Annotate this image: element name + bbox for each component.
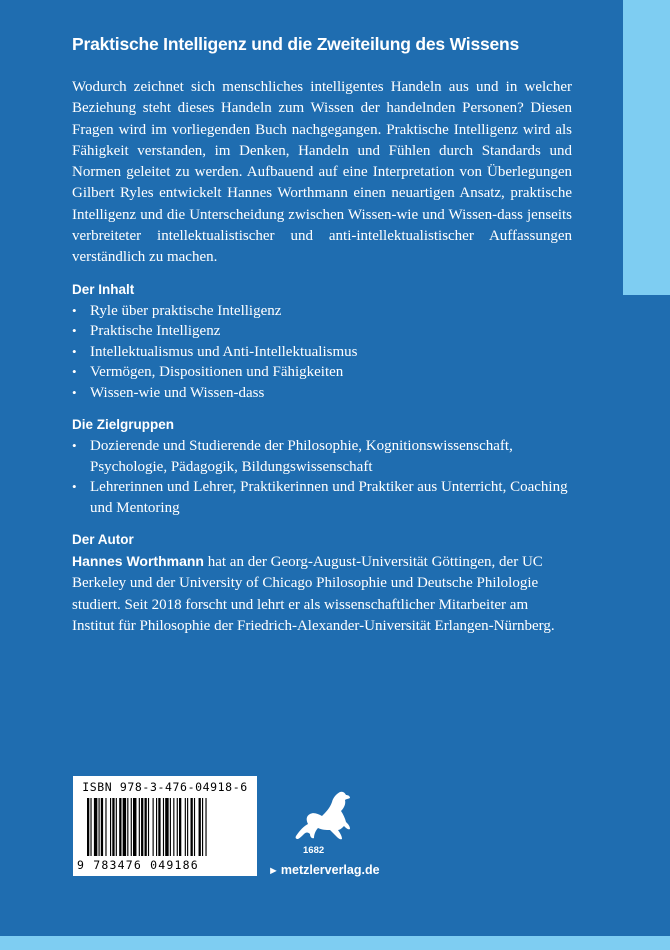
bullet-icon: • bbox=[72, 343, 77, 359]
list-item-text: Ryle über praktische Intelligenz bbox=[90, 302, 282, 319]
barcode-bar bbox=[179, 798, 181, 856]
barcode-bar bbox=[133, 798, 136, 856]
list-item bbox=[72, 321, 572, 342]
barcode-bar bbox=[145, 798, 147, 856]
list-item bbox=[72, 301, 572, 322]
barcode-bar bbox=[185, 798, 186, 856]
barcode-bar bbox=[105, 798, 106, 856]
accent-bar-right bbox=[623, 0, 670, 295]
barcode-bar bbox=[141, 798, 143, 856]
intro-paragraph: Wodurch zeichnet sich menschliches intelligentes Handeln aus und in welcher Beziehung steht dieses Handeln zum Wissen der handelnden Personen? Diesen Fragen wird im vorliegenden Buch nachgegangen. Praktische Intelligenz wird als Fähigkeit verstanden, im Denken, Handeln und Fühlen durch Standards und Normen geleitet zu werden. Aufbauend auf eine Interpretation von Überlegungen Gilbert Ryles entwickelt Hannes Worthmann einen neuartigen Ansatz, praktische Intelligenz und die Unterscheidung zwischen Wissen-wie und Wissen-dass jenseits verbreiteter intellektualistischer und anti-intellektualistischer Auffassungen verständlich zu machen. bbox=[72, 79, 572, 266]
author-name: Hannes Worthmann bbox=[72, 553, 204, 570]
list-item bbox=[72, 342, 572, 363]
audience-heading: Die Zielgruppen bbox=[72, 417, 175, 433]
barcode-bar bbox=[191, 798, 193, 856]
list-item-text: Vermögen, Dispositionen und Fähigkeiten bbox=[90, 364, 344, 381]
barcode-bar bbox=[148, 798, 149, 856]
barcode-bar bbox=[163, 798, 164, 856]
barcode-bar bbox=[173, 798, 174, 856]
barcode-bar bbox=[101, 798, 103, 856]
list-item bbox=[72, 436, 572, 477]
author-heading: Der Autor bbox=[72, 532, 134, 548]
list-item-text: Praktische Intelligenz bbox=[90, 323, 221, 340]
barcode-bar bbox=[177, 798, 178, 856]
barcode-bar bbox=[99, 798, 100, 856]
barcode-bar bbox=[116, 798, 117, 856]
list-item bbox=[72, 477, 572, 518]
barcode-bar bbox=[187, 798, 188, 856]
book-title: Praktische Intelligenz und die Zweiteilung des Wissens bbox=[72, 34, 520, 54]
bullet-icon: • bbox=[72, 479, 77, 495]
bullet-icon: • bbox=[72, 323, 77, 339]
barcode-bar bbox=[112, 798, 114, 856]
barcode-bar bbox=[119, 798, 121, 856]
barcode-digits: 9 783476 049186 bbox=[77, 858, 199, 872]
barcode-bar bbox=[139, 798, 140, 856]
cover-text bbox=[72, 34, 572, 637]
bullet-icon: • bbox=[72, 384, 77, 400]
list-item-text: Wissen-wie und Wissen-dass bbox=[90, 384, 265, 401]
audience-list bbox=[72, 436, 572, 518]
barcode-bar bbox=[165, 798, 168, 856]
publisher-url-text: metzlerverlag.de bbox=[280, 863, 380, 877]
content-list bbox=[72, 301, 572, 404]
barcode-bar bbox=[199, 798, 201, 856]
barcode-bar bbox=[131, 798, 132, 856]
bullet-icon: • bbox=[72, 302, 77, 318]
barcode-bar bbox=[205, 798, 206, 856]
barcode-bar bbox=[156, 798, 157, 856]
author-bio bbox=[72, 551, 572, 637]
barcode-bar bbox=[158, 798, 160, 856]
barcode-bar bbox=[127, 798, 128, 856]
list-item-text: Lehrerinnen und Lehrer, Praktikerinnen und Praktiker aus Unterricht, Coaching und Mentoring bbox=[90, 479, 568, 516]
barcode-bar bbox=[90, 798, 91, 856]
barcode-bars bbox=[87, 798, 247, 860]
barcode-bar bbox=[194, 798, 195, 856]
barcode-bar bbox=[94, 798, 97, 856]
isbn-barcode bbox=[73, 776, 257, 876]
list-item-text: Intellektualismus und Anti-Intellektualismus bbox=[90, 343, 358, 360]
barcode-bar bbox=[110, 798, 111, 856]
arrow-right-icon: ► bbox=[268, 865, 279, 877]
accent-bar-bottom bbox=[0, 936, 670, 950]
barcode-bar bbox=[123, 798, 126, 856]
list-item-text: Dozierende und Studierende der Philosophie, Kognitionswissenschaft, Psychologie, Pädagogik, Bildungswissenschaft bbox=[90, 438, 513, 475]
bullet-icon: • bbox=[72, 364, 77, 380]
list-item bbox=[72, 383, 572, 404]
publisher-year: 1682 bbox=[303, 845, 325, 856]
barcode-bar bbox=[170, 798, 171, 856]
bullet-icon: • bbox=[72, 438, 77, 454]
author-bio-text: hat an der Georg-August-Universität Göttingen, der UC Berkeley und der University of Chicago Philosophie und Deutsche Philologie studiert. Seit 2018 forscht und lehrt er als wissenschaftlicher Mitarbeiter am Institut für Philosophie der Friedrich-Alexander-Universität Erlangen-Nürnberg. bbox=[72, 554, 555, 635]
publisher-url[interactable] bbox=[268, 863, 380, 877]
list-item bbox=[72, 362, 572, 383]
barcode-bar bbox=[202, 798, 203, 856]
barcode-bar bbox=[153, 798, 154, 856]
content-heading: Der Inhalt bbox=[72, 281, 135, 297]
isbn-number: ISBN 978-3-476-04918-6 bbox=[82, 780, 248, 794]
barcode-bar bbox=[87, 798, 89, 856]
